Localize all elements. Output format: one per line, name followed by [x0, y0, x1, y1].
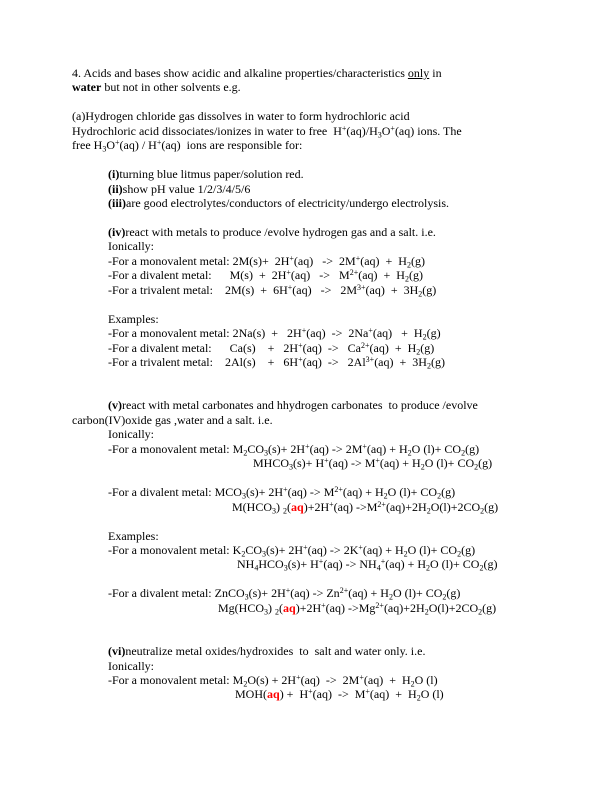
doc-line: $Mg(HCO_3)$ $_2$(aq)+2H+(aq) $->Mg^{2+}(aq)+2H_2O(l)+2CO_2(g)$: [218, 600, 497, 617]
blank-line: [72, 153, 578, 167]
document-body: [72, 66, 578, 702]
blank-line: [72, 211, 578, 225]
doc-line: free $H_3O^+(aq) / H^+(aq)$ ions are responsible for:: [72, 138, 303, 154]
doc-line: Ionically:: [108, 239, 154, 254]
doc-line: -For a trivalent metal: $2M(s) + 6H^+(aq) -> 2M^{3+}(aq) + 3H_2(g)$: [108, 282, 437, 299]
blank-line: [72, 471, 578, 485]
blank-line: [72, 630, 578, 644]
blank-line: [72, 370, 578, 384]
doc-line: (iv)react with metals to produce /evolve hydrogen gas and a salt. i.e.: [108, 224, 436, 239]
doc-line: -For a monovalent metal: $M_2CO_3(s)+ 2H^+(aq) -> 2M^+(aq) + H_2O$ $(l)+ CO_2(g)$: [108, 441, 480, 458]
doc-line: carbon(IV)oxide gas ,water and a salt. i.e.: [72, 412, 273, 427]
blank-line: [72, 615, 578, 629]
doc-line: 4. Acids and bases show acidic and alkaline properties/characteristics only in: [72, 66, 442, 80]
doc-line: $M(HCO_3)$ $_2$(aq)+2H+(aq) $->M^{2+}(aq)+2H_2O(l)+2CO_2(g)$: [232, 499, 499, 516]
doc-line: Examples:: [108, 311, 159, 326]
blank-line: [72, 572, 578, 586]
doc-line: (iii)are good electrolytes/conductors of electricity/undergo electrolysis.: [108, 196, 449, 211]
doc-line: (ii)show pH value 1/2/3/4/5/6: [108, 181, 251, 196]
doc-line: Ionically:: [108, 658, 154, 673]
doc-line: $MOH(aq) + H^+(aq) -> M^+(aq) + H_2O$ (l): [235, 687, 444, 703]
doc-line: (vi)neutralize metal oxides/hydroxides to salt and water only. i.e.: [108, 644, 426, 659]
doc-line: -For a divalent metal: Ca(s) + $2H^+(aq) -> Ca^{2+}(aq) + H_2(g)$: [108, 340, 435, 357]
blank-line: [72, 384, 578, 398]
blank-line: [72, 95, 578, 109]
doc-line: -For a monovalent metal: $2M(s)+ 2H^+(aq) -> 2M^+(aq) + H_2(g)$: [108, 253, 425, 270]
doc-line: (v)react with metal carbonates and hhydrogen carbonates to produce /evolve: [108, 398, 478, 413]
blank-line: [72, 297, 578, 311]
doc-line: (i)turning blue litmus paper/solution red.: [108, 167, 304, 182]
doc-line: -For a divalent metal: ZnCO$_3$(s)+ $2H^+(aq) -> Zn^{2+}(aq) + H_2O$ $(l)+ CO_2(g)$: [108, 586, 461, 602]
doc-line: $MHCO_3(s)+ H^+(aq) -> M^+(aq) + H_2O$ $(l)+ CO_2(g)$: [253, 456, 493, 472]
doc-line: $NH_4HCO_3(s)+ H^+(aq) -> NH_4^+(aq) + H_2O$ $(l)+ CO_2(g)$: [237, 557, 498, 573]
blank-line: [72, 514, 578, 528]
doc-line: -For a monovalent metal: $K_2CO_3(s)+ 2H^+(aq) -> 2K^+(aq) + H_2O$ $(l)+ CO_2(g)$: [108, 542, 476, 559]
doc-line: Examples:: [108, 528, 159, 543]
doc-line: -For a monovalent metal: $2Na(s) + 2H^+(aq) -> 2Na^+(aq) + H_2(g)$: [108, 326, 441, 342]
doc-line: -For a trivalent metal: 2Al(s) + $6H^+(aq) -> 2Al^{3+}(aq) + 3H_2(g)$: [108, 355, 445, 371]
doc-line: -For a monovalent metal: $M_2O(s) + 2H^+(aq) -> 2M^+(aq) + H_2O$ (l): [108, 673, 438, 689]
doc-line: -For a divalent metal: $MCO_3(s)+ 2H^+(aq) -> M^{2+}(aq) + H_2O$ $(l)+ CO_2(g)$: [108, 485, 456, 501]
doc-line: water but not in other solvents e.g.: [72, 80, 241, 95]
doc-line: Hydrochloric acid dissociates/ionizes in water to free $H^+(aq)/H_3O^+(aq)$ ions. The: [72, 123, 462, 140]
doc-line: Ionically:: [108, 427, 154, 442]
doc-line: -For a divalent metal: $M(s) + 2H^+(aq) -> M^{2+}(aq) + H_2(g)$: [108, 268, 423, 284]
doc-line: (a)Hydrogen chloride gas dissolves in water to form hydrochloric acid: [72, 109, 410, 124]
